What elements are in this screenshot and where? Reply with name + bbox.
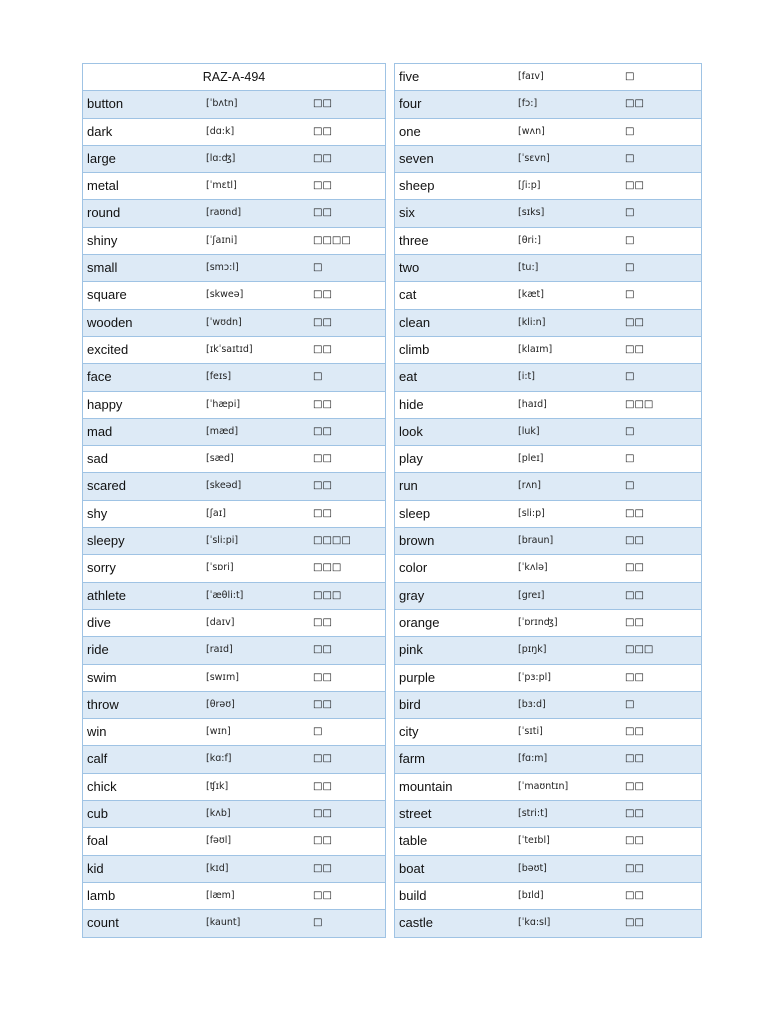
- table-row: [395, 665, 701, 692]
- table-row: [83, 692, 385, 719]
- phonetic: [fəʊl]: [206, 835, 232, 847]
- vocab-word: button: [87, 96, 124, 112]
- phonetic: [ˈwʊdn]: [206, 316, 242, 328]
- translation: □□: [625, 316, 644, 328]
- table-row: [83, 910, 385, 937]
- phonetic: [pɪŋk]: [518, 644, 547, 656]
- phonetic: [ˈʃaɪni]: [206, 234, 238, 246]
- translation: □□: [313, 780, 332, 792]
- vocab-word: six: [399, 205, 415, 221]
- phonetic: [skweə]: [206, 289, 244, 301]
- translation: □: [625, 371, 635, 383]
- table-row: [395, 64, 701, 91]
- phonetic: [fɔ:]: [518, 98, 538, 110]
- vocab-word: one: [399, 123, 421, 139]
- phonetic: [bəʊt]: [518, 862, 547, 874]
- vocab-word: farm: [399, 751, 425, 767]
- vocab-word: sad: [87, 451, 108, 467]
- table-row: [83, 392, 385, 419]
- phonetic: [feɪs]: [206, 371, 232, 383]
- vocab-word: large: [87, 150, 116, 166]
- table-row: [83, 446, 385, 473]
- vocab-word: street: [399, 806, 432, 822]
- phonetic: [kɑ:f]: [206, 753, 232, 765]
- phonetic: [kʌb]: [206, 808, 231, 820]
- translation: □□: [313, 835, 332, 847]
- vocab-word: climb: [399, 341, 430, 357]
- table-row: [83, 173, 385, 200]
- translation: □□: [313, 644, 332, 656]
- vocab-word: three: [399, 232, 429, 248]
- table-row: [395, 282, 701, 309]
- table-row: [395, 310, 701, 337]
- phonetic: [læm]: [206, 889, 235, 901]
- phonetic: [dɑ:k]: [206, 125, 235, 137]
- vocab-word: chick: [87, 778, 117, 794]
- vocab-word: square: [87, 287, 127, 303]
- phonetic: [kɪd]: [206, 862, 229, 874]
- table-row: [83, 91, 385, 118]
- phonetic: [swɪm]: [206, 671, 239, 683]
- table-row: [395, 528, 701, 555]
- translation: □□: [625, 835, 644, 847]
- translation: □□: [625, 862, 644, 874]
- phonetic: [luk]: [518, 425, 540, 437]
- phonetic: [ˈpɜ:pl]: [518, 671, 551, 683]
- translation: □□□: [313, 562, 342, 574]
- translation: □□: [313, 98, 332, 110]
- table-row: [83, 583, 385, 610]
- vocab-word: color: [399, 560, 428, 576]
- table-row: [83, 473, 385, 500]
- phonetic: [bɜ:d]: [518, 698, 546, 710]
- translation: □: [625, 480, 635, 492]
- table-row: [395, 173, 701, 200]
- phonetic: [mæd]: [206, 425, 239, 437]
- table-row: [395, 637, 701, 664]
- phonetic: [tu:]: [518, 262, 539, 274]
- phonetic: [ˈæθli:t]: [206, 589, 244, 601]
- translation: □□: [625, 726, 644, 738]
- table-row: [83, 828, 385, 855]
- vocab-word: throw: [87, 696, 119, 712]
- vocab-word: boat: [399, 860, 425, 876]
- translation: □□: [313, 152, 332, 164]
- table-row: [395, 228, 701, 255]
- vocab-word: castle: [399, 915, 433, 931]
- phonetic: [daɪv]: [206, 616, 235, 628]
- vocab-word: sleep: [399, 505, 431, 521]
- translation: □□: [625, 507, 644, 519]
- translation: □□: [313, 753, 332, 765]
- vocab-word: pink: [399, 642, 423, 658]
- phonetic: [θrəʊ]: [206, 698, 235, 710]
- translation: □□: [313, 425, 332, 437]
- phonetic: [raɪd]: [206, 644, 233, 656]
- phonetic: [wʌn]: [518, 125, 545, 137]
- vocab-word: run: [399, 478, 418, 494]
- vocab-word: foal: [87, 833, 108, 849]
- phonetic: [klaɪm]: [518, 343, 553, 355]
- table-row: [395, 446, 701, 473]
- table-row: [83, 228, 385, 255]
- vocab-word: city: [399, 724, 419, 740]
- translation: □□: [313, 862, 332, 874]
- table-row: [395, 555, 701, 582]
- vocab-word: kid: [87, 860, 104, 876]
- translation: □: [625, 698, 635, 710]
- table-row: [83, 200, 385, 227]
- table-row: [83, 419, 385, 446]
- translation: □□: [625, 562, 644, 574]
- translation: □□: [625, 917, 644, 929]
- vocab-word: round: [87, 205, 121, 221]
- vocab-word: seven: [399, 150, 434, 166]
- translation: □□□□: [313, 535, 351, 547]
- translation: □□□: [313, 589, 342, 601]
- table-row: [395, 774, 701, 801]
- vocab-word: win: [87, 724, 107, 740]
- translation: □□: [313, 507, 332, 519]
- phonetic: [fɑ:m]: [518, 753, 548, 765]
- phonetic: [ˈkɑ:sl]: [518, 917, 551, 929]
- table-row: [395, 610, 701, 637]
- table-row: [83, 555, 385, 582]
- translation: □□: [625, 671, 644, 683]
- phonetic: [i:t]: [518, 371, 535, 383]
- phonetic: [ˈsɛvn]: [518, 152, 550, 164]
- phonetic: [ˈhæpi]: [206, 398, 241, 410]
- table-row: [395, 910, 701, 937]
- translation: □□: [313, 480, 332, 492]
- vocab-word: sheep: [399, 178, 435, 194]
- vocab-word: swim: [87, 669, 117, 685]
- phonetic: [bɪld]: [518, 889, 544, 901]
- phonetic: [smɔ:l]: [206, 262, 239, 274]
- vocab-word: gray: [399, 587, 425, 603]
- table-row: [83, 637, 385, 664]
- phonetic: [ˈsɪti]: [518, 726, 543, 738]
- table-row: [83, 337, 385, 364]
- vocab-word: ride: [87, 642, 109, 658]
- phonetic: [lɑ:ʤ]: [206, 152, 236, 164]
- translation: □□: [313, 125, 332, 137]
- phonetic: [skeəd]: [206, 480, 242, 492]
- translation: □□: [625, 98, 644, 110]
- phonetic: [ˈsɒri]: [206, 562, 234, 574]
- translation: □□: [313, 453, 332, 465]
- table-row: [395, 364, 701, 391]
- translation: □: [625, 262, 635, 274]
- table-row: [395, 883, 701, 910]
- translation: □□: [625, 589, 644, 601]
- vocab-word: athlete: [87, 587, 127, 603]
- vocab-word: dark: [87, 123, 113, 139]
- vocab-word: purple: [399, 669, 436, 685]
- vocab-word: play: [399, 451, 423, 467]
- table-row: [83, 364, 385, 391]
- vocab-word: calf: [87, 751, 108, 767]
- table-title: RAZ-A-494: [83, 64, 385, 91]
- vocab-word: sleepy: [87, 533, 125, 549]
- table-row: [395, 200, 701, 227]
- vocab-word: mad: [87, 423, 113, 439]
- table-row: [83, 774, 385, 801]
- translation: □□: [625, 753, 644, 765]
- table-row: [395, 337, 701, 364]
- phonetic: [wɪn]: [206, 726, 231, 738]
- vocab-word: bird: [399, 696, 421, 712]
- phonetic: [pleɪ]: [518, 453, 544, 465]
- table-row: [395, 392, 701, 419]
- table-row: [395, 583, 701, 610]
- table-row: [395, 119, 701, 146]
- vocab-word: lamb: [87, 887, 116, 903]
- translation: □□: [313, 180, 332, 192]
- table-row: [395, 692, 701, 719]
- translation: □□: [313, 698, 332, 710]
- translation: □□: [625, 343, 644, 355]
- table-row: [83, 610, 385, 637]
- phonetic: [rʌn]: [518, 480, 541, 492]
- table-row: [395, 255, 701, 282]
- vocab-word: brown: [399, 533, 435, 549]
- phonetic: [ˈɒrɪnʤ]: [518, 616, 558, 628]
- translation: □□□: [625, 398, 654, 410]
- translation: □: [625, 425, 635, 437]
- table-row: [83, 146, 385, 173]
- translation: □□: [625, 780, 644, 792]
- translation: □: [625, 152, 635, 164]
- table-row: [395, 473, 701, 500]
- phonetic: [raʊnd]: [206, 207, 242, 219]
- vocab-word: five: [399, 69, 420, 84]
- translation: □□: [313, 207, 332, 219]
- table-row: [83, 501, 385, 528]
- vocab-word: four: [399, 96, 422, 112]
- translation: □: [313, 371, 323, 383]
- phonetic: [ʧɪk]: [206, 780, 229, 792]
- phonetic: [haɪd]: [518, 398, 547, 410]
- phonetic: [ˈbʌtn]: [206, 98, 238, 110]
- table-row: [83, 665, 385, 692]
- vocab-word: face: [87, 369, 112, 385]
- translation: □□: [313, 616, 332, 628]
- table-row: [83, 719, 385, 746]
- table-row: [395, 856, 701, 883]
- translation: □□: [625, 889, 644, 901]
- phonetic: [sli:p]: [518, 507, 545, 519]
- vocab-word: look: [399, 423, 423, 439]
- table-row: [395, 501, 701, 528]
- phonetic: [greɪ]: [518, 589, 545, 601]
- phonetic: [sæd]: [206, 453, 234, 465]
- phonetic: [braun]: [518, 535, 554, 547]
- table-row: [83, 746, 385, 773]
- phonetic: [kli:n]: [518, 316, 546, 328]
- table-row: [83, 883, 385, 910]
- table-row: [395, 746, 701, 773]
- table-row: [83, 528, 385, 555]
- phonetic: [faɪv]: [518, 71, 544, 82]
- table-row: [83, 310, 385, 337]
- phonetic: [ʃi:p]: [518, 180, 541, 192]
- phonetic: [θri:]: [518, 234, 541, 246]
- translation: □□: [313, 289, 332, 301]
- translation: □: [313, 726, 323, 738]
- vocab-word: sorry: [87, 560, 116, 576]
- table-row: [395, 91, 701, 118]
- translation: □: [313, 262, 323, 274]
- vocab-word: mountain: [399, 778, 453, 794]
- vocab-word: small: [87, 260, 118, 276]
- translation: □: [625, 71, 635, 82]
- table-row: [83, 856, 385, 883]
- translation: □: [625, 289, 635, 301]
- vocab-word: wooden: [87, 314, 133, 330]
- phonetic: [ʃaɪ]: [206, 507, 226, 519]
- vocab-table-left: [82, 63, 386, 938]
- table-row: [395, 719, 701, 746]
- translation: □□: [625, 616, 644, 628]
- phonetic: [ɪkˈsaɪtɪd]: [206, 343, 253, 355]
- vocab-word: orange: [399, 614, 440, 630]
- table-row: [395, 419, 701, 446]
- translation: □□: [625, 180, 644, 192]
- translation: □: [625, 207, 635, 219]
- table-row: [83, 282, 385, 309]
- vocab-word: cat: [399, 287, 417, 303]
- vocab-word: happy: [87, 396, 123, 412]
- translation: □□: [625, 535, 644, 547]
- translation: □: [625, 125, 635, 137]
- phonetic: [ˈmaʊntɪn]: [518, 780, 569, 792]
- vocab-word: shy: [87, 505, 108, 521]
- vocab-word: excited: [87, 341, 129, 357]
- phonetic: [kæt]: [518, 289, 544, 301]
- translation: □□: [313, 316, 332, 328]
- translation: □: [625, 453, 635, 465]
- phonetic: [ˈsli:pi]: [206, 535, 239, 547]
- vocab-table-right: [394, 63, 702, 938]
- table-row: [83, 801, 385, 828]
- phonetic: [sɪks]: [518, 207, 545, 219]
- translation: □□: [313, 398, 332, 410]
- translation: □□: [313, 889, 332, 901]
- vocab-word: cub: [87, 806, 108, 822]
- vocab-word: dive: [87, 614, 111, 630]
- table-row: [83, 255, 385, 282]
- vocab-word: two: [399, 260, 420, 276]
- vocab-word: build: [399, 887, 427, 903]
- vocab-word: clean: [399, 314, 431, 330]
- vocab-word: shiny: [87, 232, 118, 248]
- vocab-word: hide: [399, 396, 424, 412]
- translation: □□□: [625, 644, 654, 656]
- translation: □□: [313, 671, 332, 683]
- table-row: [395, 828, 701, 855]
- phonetic: [ˈteɪbl]: [518, 835, 550, 847]
- phonetic: [stri:t]: [518, 808, 548, 820]
- vocab-word: metal: [87, 178, 119, 194]
- translation: □□: [625, 808, 644, 820]
- phonetic: [ˈmɛtl]: [206, 180, 237, 192]
- vocab-word: count: [87, 915, 119, 931]
- table-row: [83, 119, 385, 146]
- table-row: [395, 801, 701, 828]
- translation: □: [313, 917, 323, 929]
- vocab-word: scared: [87, 478, 127, 494]
- phonetic: [ˈkʌlə]: [518, 562, 548, 574]
- translation: □□: [313, 343, 332, 355]
- phonetic: [kaunt]: [206, 917, 241, 929]
- translation: □: [625, 234, 635, 246]
- table-row: [395, 146, 701, 173]
- translation: □□□□: [313, 234, 351, 246]
- vocab-word: table: [399, 833, 428, 849]
- translation: □□: [313, 808, 332, 820]
- vocab-word: eat: [399, 369, 418, 385]
